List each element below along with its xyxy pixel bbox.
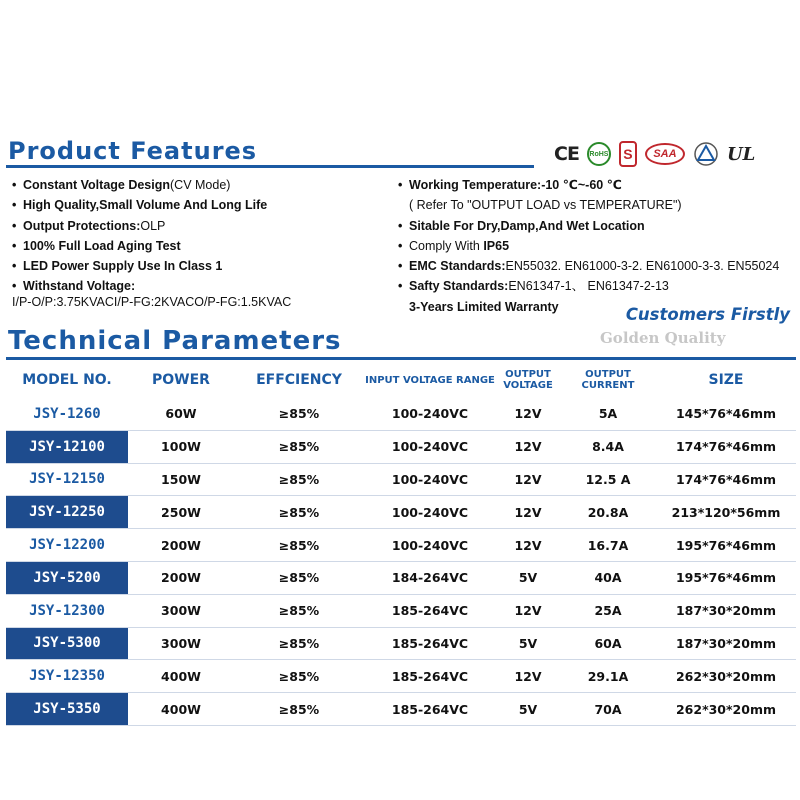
triangle-cert-icon (693, 141, 719, 167)
cell-size: 187*30*20mm (675, 635, 776, 651)
cell-power: 400W (161, 668, 201, 684)
header-output-current: OUTPUT CURRENT (581, 369, 635, 391)
ce-mark-icon: CE (554, 143, 579, 165)
cell-output-voltage: 5V (518, 570, 538, 586)
cell-efficiency: ≥85% (278, 537, 320, 553)
s-mark-icon: S (619, 141, 637, 167)
table-row (6, 562, 796, 595)
feature-item (398, 178, 798, 193)
cell-input: 100-240VC (391, 406, 469, 422)
table-row (6, 595, 796, 628)
cell-output-current: 25A (594, 603, 622, 619)
certification-icons (554, 138, 755, 170)
cell-efficiency: ≥85% (278, 504, 320, 520)
cell-output-voltage: 5V (518, 701, 538, 717)
cell-power: 200W (161, 570, 201, 586)
feature-item (398, 198, 798, 213)
cell-output-current: 60A (594, 635, 622, 651)
cell-input: 100-240VC (391, 504, 469, 520)
features-underline (6, 165, 534, 168)
cell-output-current: 70A (594, 701, 622, 717)
cell-output-current: 29.1A (587, 668, 629, 684)
cell-power: 400W (161, 701, 201, 717)
feature-bold: 100% Full Load Aging Test (23, 238, 181, 253)
cell-power: 150W (161, 471, 201, 487)
ul-mark-icon: UL (726, 143, 756, 165)
cell-model: JSY-5200 (6, 562, 128, 594)
cell-efficiency: ≥85% (278, 471, 320, 487)
slogan-secondary: Golden Quality (600, 329, 726, 347)
feature-item (398, 259, 798, 274)
cell-efficiency: ≥85% (278, 668, 320, 684)
table-row (6, 529, 796, 562)
cell-size: 213*120*56mm (671, 504, 781, 520)
feature-bold: Working Temperature:-10 ℃~-60 ℃ (409, 178, 622, 192)
cell-model: JSY-12300 (29, 602, 105, 619)
cell-input: 185-264VC (391, 701, 469, 717)
feature-bold: Constant Voltage Design (23, 178, 171, 192)
header-size: SIZE (708, 371, 744, 388)
feature-bold: 3-Years Limited Warranty (409, 299, 559, 314)
cell-efficiency: ≥85% (278, 603, 320, 619)
feature-text: EN55032. EN61000-3-2. EN61000-3-3. EN55024 (505, 259, 780, 274)
feature-bold: Sitable For Dry,Damp,And Wet Location (409, 218, 645, 233)
cell-efficiency: ≥85% (278, 635, 320, 651)
cell-model: JSY-1260 (33, 405, 101, 422)
cell-output-voltage: 12V (514, 439, 542, 455)
feature-item (12, 219, 392, 234)
cell-size: 195*76*46mm (675, 537, 776, 553)
header-input: INPUT VOLTAGE RANGE (365, 374, 495, 386)
cell-input: 184-264VC (391, 570, 469, 586)
cell-size: 187*30*20mm (675, 603, 776, 619)
cell-output-current: 16.7A (587, 537, 629, 553)
tech-underline (6, 357, 796, 360)
cell-power: 300W (161, 603, 201, 619)
cell-power: 100W (161, 439, 201, 455)
features-title: Product Features (8, 137, 258, 165)
feature-bold: LED Power Supply Use In Class 1 (23, 259, 223, 274)
table-row (6, 496, 796, 529)
feature-text: EN61347-1、 EN61347-2-13 (508, 279, 669, 294)
cell-output-voltage: 12V (514, 471, 542, 487)
features-right-list (398, 178, 798, 320)
cell-size: 262*30*20mm (675, 701, 776, 717)
cell-model: JSY-12150 (29, 471, 105, 488)
cell-input: 185-264VC (391, 668, 469, 684)
cell-power: 300W (161, 635, 201, 651)
table-row (6, 398, 796, 431)
feature-text: (CV Mode) (170, 178, 231, 192)
saa-icon: SAA (645, 143, 685, 165)
cell-output-current: 40A (594, 570, 622, 586)
header-model: MODEL NO. (22, 371, 112, 388)
cell-efficiency: ≥85% (278, 570, 320, 586)
feature-item (12, 279, 392, 294)
tech-title: Technical Parameters (8, 326, 342, 356)
feature-item (12, 178, 392, 193)
feature-item (12, 259, 392, 274)
table-row (6, 431, 796, 464)
feature-text: ( Refer To "OUTPUT LOAD vs TEMPERATURE") (409, 198, 682, 213)
cell-input: 185-264VC (391, 635, 469, 651)
feature-bold: IP65 (483, 238, 510, 253)
cell-input: 100-240VC (391, 537, 469, 553)
cell-power: 200W (161, 537, 201, 553)
cell-output-current: 20.8A (587, 504, 629, 520)
cell-input: 185-264VC (391, 603, 469, 619)
cell-input: 100-240VC (391, 439, 469, 455)
feature-item (398, 239, 798, 254)
header-power: POWER (152, 371, 210, 388)
feature-item (12, 239, 392, 254)
cell-model: JSY-12350 (29, 668, 105, 685)
cell-output-current: 8.4A (592, 439, 624, 455)
cell-power: 60W (165, 406, 197, 422)
feature-bold: High Quality,Small Volume And Long Life (23, 198, 268, 213)
cell-size: 262*30*20mm (675, 668, 776, 684)
feature-bold: Output Protections: (23, 218, 141, 233)
cell-model: JSY-5350 (6, 693, 128, 725)
cell-output-voltage: 12V (514, 504, 542, 520)
cell-output-current: 5A (598, 406, 618, 422)
features-left-list (12, 178, 392, 314)
cell-output-voltage: 12V (514, 406, 542, 422)
table-row (6, 628, 796, 661)
cell-efficiency: ≥85% (278, 701, 320, 717)
slogan-primary: Customers Firstly (625, 305, 790, 324)
cell-model: JSY-12200 (29, 537, 105, 554)
header-output-voltage: OUTPUT VOLTAGE (503, 369, 553, 391)
cell-output-current: 12.5 A (585, 471, 631, 487)
feature-text: OLP (140, 218, 166, 233)
cell-size: 174*76*46mm (675, 439, 776, 455)
cell-output-voltage: 5V (518, 635, 538, 651)
feature-item (398, 219, 798, 234)
table-row (6, 464, 796, 497)
cell-size: 174*76*46mm (675, 471, 776, 487)
cell-input: 100-240VC (391, 471, 469, 487)
cell-size: 195*76*46mm (675, 570, 776, 586)
table-body (6, 398, 796, 726)
feature-bold: EMC Standards: (409, 259, 506, 274)
parameters-table (6, 362, 796, 726)
feature-text: Comply With (409, 238, 484, 253)
cell-efficiency: ≥85% (278, 439, 320, 455)
cell-output-voltage: 12V (514, 537, 542, 553)
rohs-icon: RoHS (587, 142, 611, 166)
feature-bold: Withstand Voltage: (23, 279, 136, 294)
withstand-detail: I/P-O/P:3.75KVACI/P-FG:2KVACO/P-FG:1.5KVAC (12, 294, 292, 309)
cell-output-voltage: 12V (514, 668, 542, 684)
header-efficiency: EFFCIENCY (256, 371, 342, 388)
cell-size: 145*76*46mm (675, 406, 776, 422)
table-header (6, 362, 796, 398)
cell-efficiency: ≥85% (278, 406, 320, 422)
cell-power: 250W (161, 504, 201, 520)
table-row (6, 693, 796, 726)
cell-model: JSY-12100 (6, 431, 128, 463)
table-row (6, 660, 796, 693)
feature-item (398, 279, 798, 294)
feature-bold: Safty Standards: (409, 279, 509, 294)
cell-model: JSY-5300 (6, 628, 128, 660)
cell-output-voltage: 12V (514, 603, 542, 619)
cell-model: JSY-12250 (6, 496, 128, 528)
feature-item (12, 198, 392, 213)
